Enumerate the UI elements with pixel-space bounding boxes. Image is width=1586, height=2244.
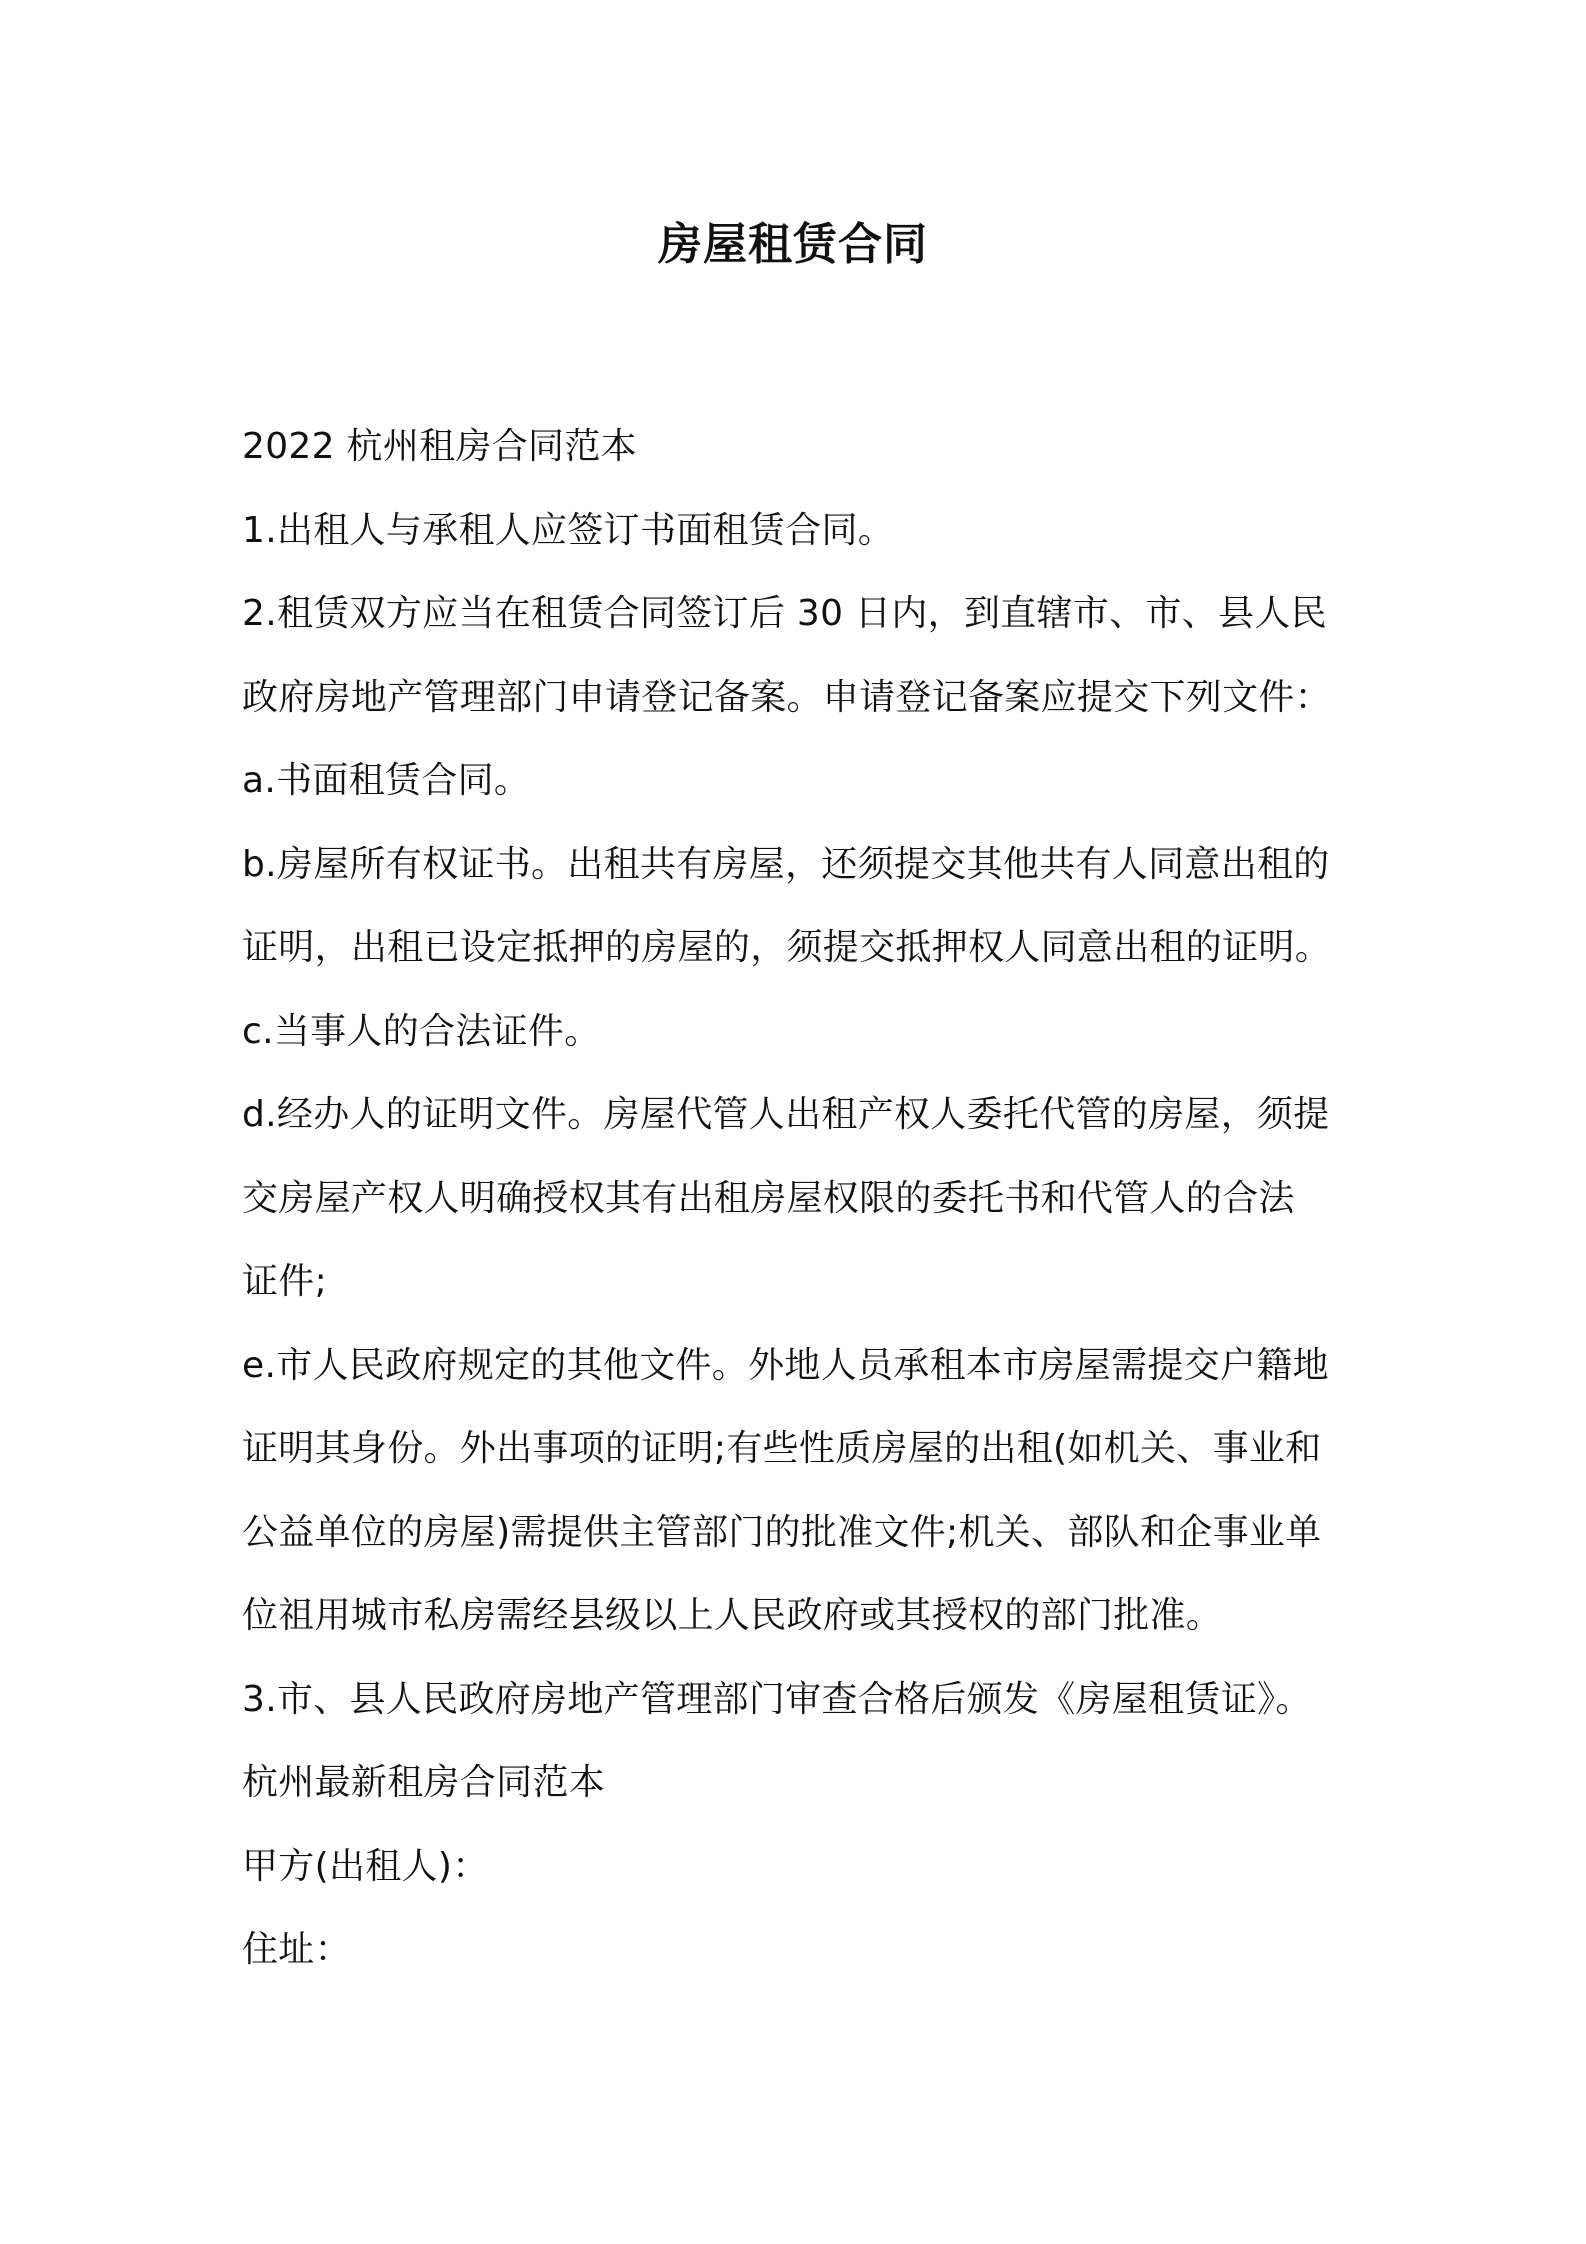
line-item-c: c.当事人的合法证件。 xyxy=(242,1010,601,1052)
document-title: 房屋租赁合同 xyxy=(658,219,928,270)
line-item-d-cont-1: 交房屋产权人明确授权其有出租房屋权限的委托书和代管人的合法 xyxy=(242,1177,1295,1219)
line-section-heading: 杭州最新租房合同范本 xyxy=(242,1762,606,1803)
line-item-a: a.书面租赁合同。 xyxy=(242,760,531,801)
line-address: 住址： xyxy=(242,1929,351,1970)
line-item-e-cont-2: 公益单位的房屋)需提供主管部门的批准文件;机关、部队和企事业单 xyxy=(242,1511,1322,1553)
line-item-3: 3.市、县人民政府房地产管理部门审查合格后颁发《房屋租赁证》。 xyxy=(242,1678,1312,1720)
line-item-1: 1.出租人与承租人应签订书面租赁合同。 xyxy=(242,509,895,551)
line-subtitle: 2022 杭州租房合同范本 xyxy=(242,426,637,467)
document-body xyxy=(242,405,1358,1992)
line-item-e-cont-3: 位祖用城市私房需经县级以上人民政府或其授权的部门批准。 xyxy=(242,1595,1223,1636)
line-item-d-cont-2: 证件; xyxy=(242,1261,328,1302)
line-item-2-cont: 政府房地产管理部门申请登记备案。申请登记备案应提交下列文件： xyxy=(242,676,1332,718)
line-party-a: 甲方(出租人)： xyxy=(242,1845,489,1887)
line-item-b: b.房屋所有权证书。出租共有房屋，还须提交其他共有人同意出租的 xyxy=(242,843,1330,885)
line-item-2: 2.租赁双方应当在租赁合同签订后 30 日内，到直辖市、市、县人民 xyxy=(242,593,1327,634)
line-item-e-cont-1: 证明其身份。外出事项的证明;有些性质房屋的出租(如机关、事业和 xyxy=(242,1428,1322,1469)
line-item-d: d.经办人的证明文件。房屋代管人出租产权人委托代管的房屋，须提 xyxy=(242,1094,1330,1135)
line-item-b-cont: 证明，出租已设定抵押的房屋的，须提交抵押权人同意出租的证明。 xyxy=(242,927,1332,968)
line-item-e: e.市人民政府规定的其他文件。外地人员承租本市房屋需提交户籍地 xyxy=(242,1344,1329,1386)
